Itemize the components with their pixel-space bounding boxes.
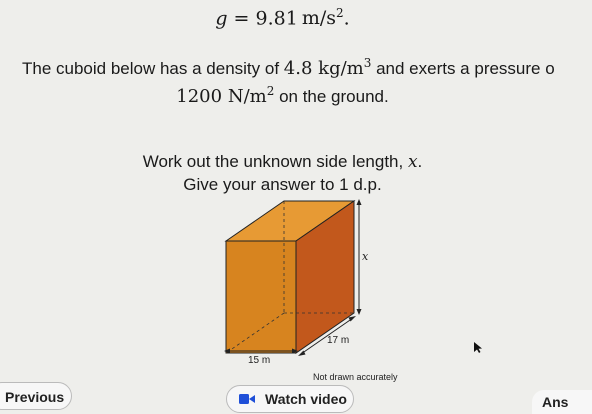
depth-label: 17 m xyxy=(327,335,350,346)
watch-video-button[interactable] xyxy=(226,385,354,413)
video-camera-icon xyxy=(239,394,255,404)
cuboid-front-face xyxy=(226,241,296,353)
height-label: x xyxy=(362,250,369,263)
question-line-density: The cuboid below has a density of 4.8 $kg/m^3$ and exerts a pressure o xyxy=(22,56,555,79)
width-label: 15 m xyxy=(248,355,271,366)
gravity-line: g = 9.81 $m/s^2$. xyxy=(215,6,350,30)
mouse-cursor-icon xyxy=(474,342,484,354)
question-line-precision: Give your answer to 1 d.p. xyxy=(183,175,382,194)
question-line-task: Work out the unknown side length, x. xyxy=(142,152,423,172)
previous-button[interactable] xyxy=(0,382,72,410)
cuboid-diagram xyxy=(210,193,410,383)
answer-button-label: Ans xyxy=(542,394,569,410)
question-line-pressure: 1200 $N/m^2$ on the ground. xyxy=(176,84,389,107)
not-drawn-accurately-note: Not drawn accurately xyxy=(313,372,398,382)
previous-button-label: Previous xyxy=(5,389,65,405)
height-arrow xyxy=(357,199,362,315)
answer-button[interactable] xyxy=(532,390,592,414)
watch-video-label: Watch video xyxy=(265,391,347,407)
